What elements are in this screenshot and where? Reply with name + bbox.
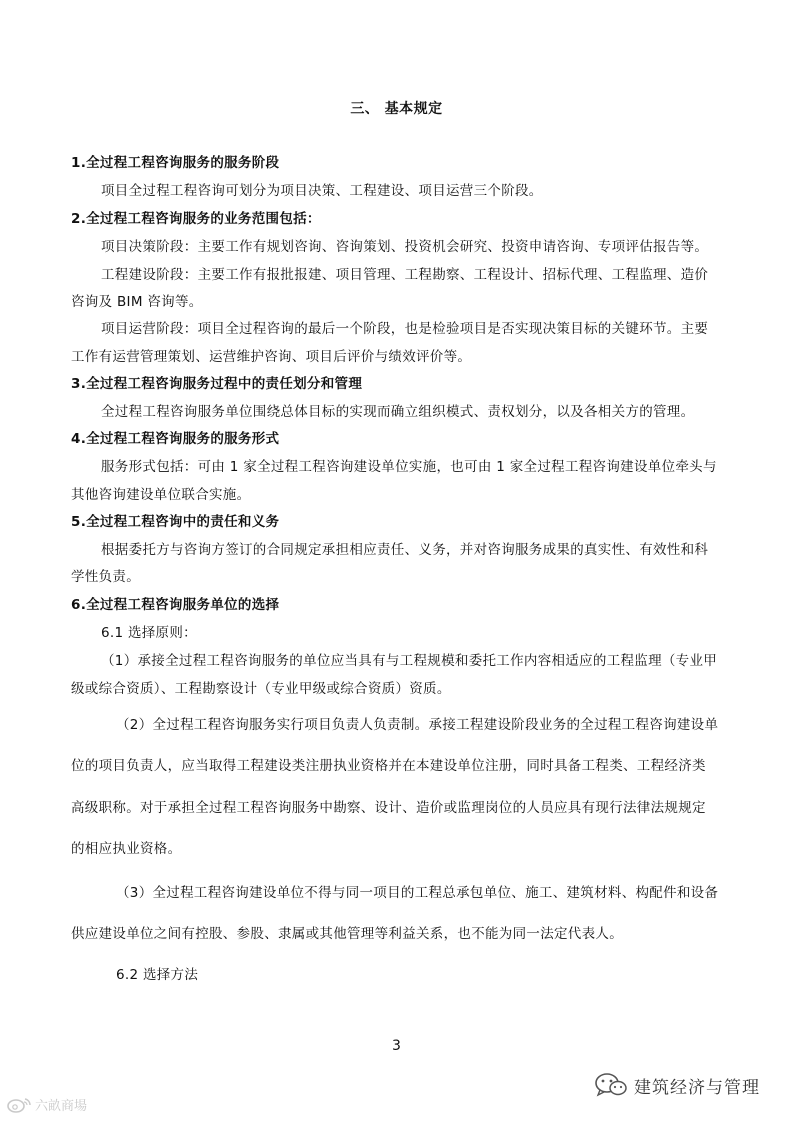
paragraph-line: （3）全过程工程咨询建设单位不得与同一项目的工程总承包单位、施工、建筑材料、构配件和设备 [116,885,719,901]
heading-1: 1.全过程工程咨询服务的服务阶段 [71,155,280,171]
paragraph-line: 6.2 选择方法 [116,967,199,983]
page-number: 3 [392,1038,401,1054]
section-title: 三、 基本规定 [350,101,443,117]
paragraph-line: 工作有运营管理策划、运营维护咨询、项目后评价与绩效评价等。 [71,349,472,365]
heading-3: 3.全过程工程咨询服务过程中的责任划分和管理 [71,376,363,392]
watermark-left [6,1095,87,1114]
watermark-right-text: 建筑经济与管理 [634,1077,760,1098]
watermark-left-text: 六畝商場 [35,1099,88,1114]
paragraph-line: 其他咨询建设单位联合实施。 [71,487,251,503]
heading-4: 4.全过程工程咨询服务的服务形式 [71,431,280,447]
paragraph-line: 位的项目负责人，应当取得工程建设类注册执业资格并在本建设单位注册，同时具备工程类、工程经济类 [71,758,706,774]
paragraph-line: 6.1 选择原则： [101,625,197,641]
paragraph-line: 供应建设单位之间有控股、参股、隶属或其他管理等利益关系，也不能为同一法定代表人。 [71,926,623,942]
paragraph-line: 全过程工程咨询服务单位围绕总体目标的实现而确立组织模式、责权划分，以及各相关方的管理。 [101,404,695,420]
paragraph-line: 根据委托方与咨询方签订的合同规定承担相应责任、义务，并对咨询服务成果的真实性、有效性和科 [101,542,709,558]
heading-2: 2.全过程工程咨询服务的业务范围包括： [71,211,321,227]
paragraph-line: （2）全过程工程咨询服务实行项目负责人负责制。承接工程建设阶段业务的全过程工程咨询建设单 [116,717,719,733]
paragraph-line: 项目运营阶段：项目全过程咨询的最后一个阶段，也是检验项目是否实现决策目标的关键环节。主要 [101,321,709,337]
paragraph-line: 咨询及 BIM 咨询等。 [71,294,203,310]
heading-5: 5.全过程工程咨询中的责任和义务 [71,514,280,530]
watermark-right [594,1072,760,1098]
paragraph-line: 工程建设阶段：主要工作有报批报建、项目管理、工程勘察、工程设计、招标代理、工程监理、造价 [101,267,709,283]
paragraph-line: 级或综合资质）、工程勘察设计（专业甲级或综合资质）资质。 [71,681,451,697]
paragraph-line: 项目全过程工程咨询可划分为项目决策、工程建设、项目运营三个阶段。 [101,183,543,199]
heading-6: 6.全过程工程咨询服务单位的选择 [71,597,280,613]
paragraph-line: （1）承接全过程工程咨询服务的单位应当具有与工程规模和委托工作内容相适应的工程监理（专业甲 [101,653,718,669]
wechat-icon [594,1072,628,1098]
paragraph-line: 高级职称。对于承担全过程工程咨询服务中勘察、设计、造价或监理岗位的人员应具有现行法律法规规定 [71,800,706,816]
paragraph-line: 的相应执业资格。 [71,841,182,857]
paragraph-line: 项目决策阶段：主要工作有规划咨询、咨询策划、投资机会研究、投资申请咨询、专项评估报告等。 [101,239,709,255]
paragraph-line: 服务形式包括：可由 1 家全过程工程咨询建设单位实施，也可由 1 家全过程工程咨询建设单位牵头与 [101,459,717,475]
weibo-logo-icon [6,1097,32,1113]
paragraph-line: 学性负责。 [71,569,140,585]
